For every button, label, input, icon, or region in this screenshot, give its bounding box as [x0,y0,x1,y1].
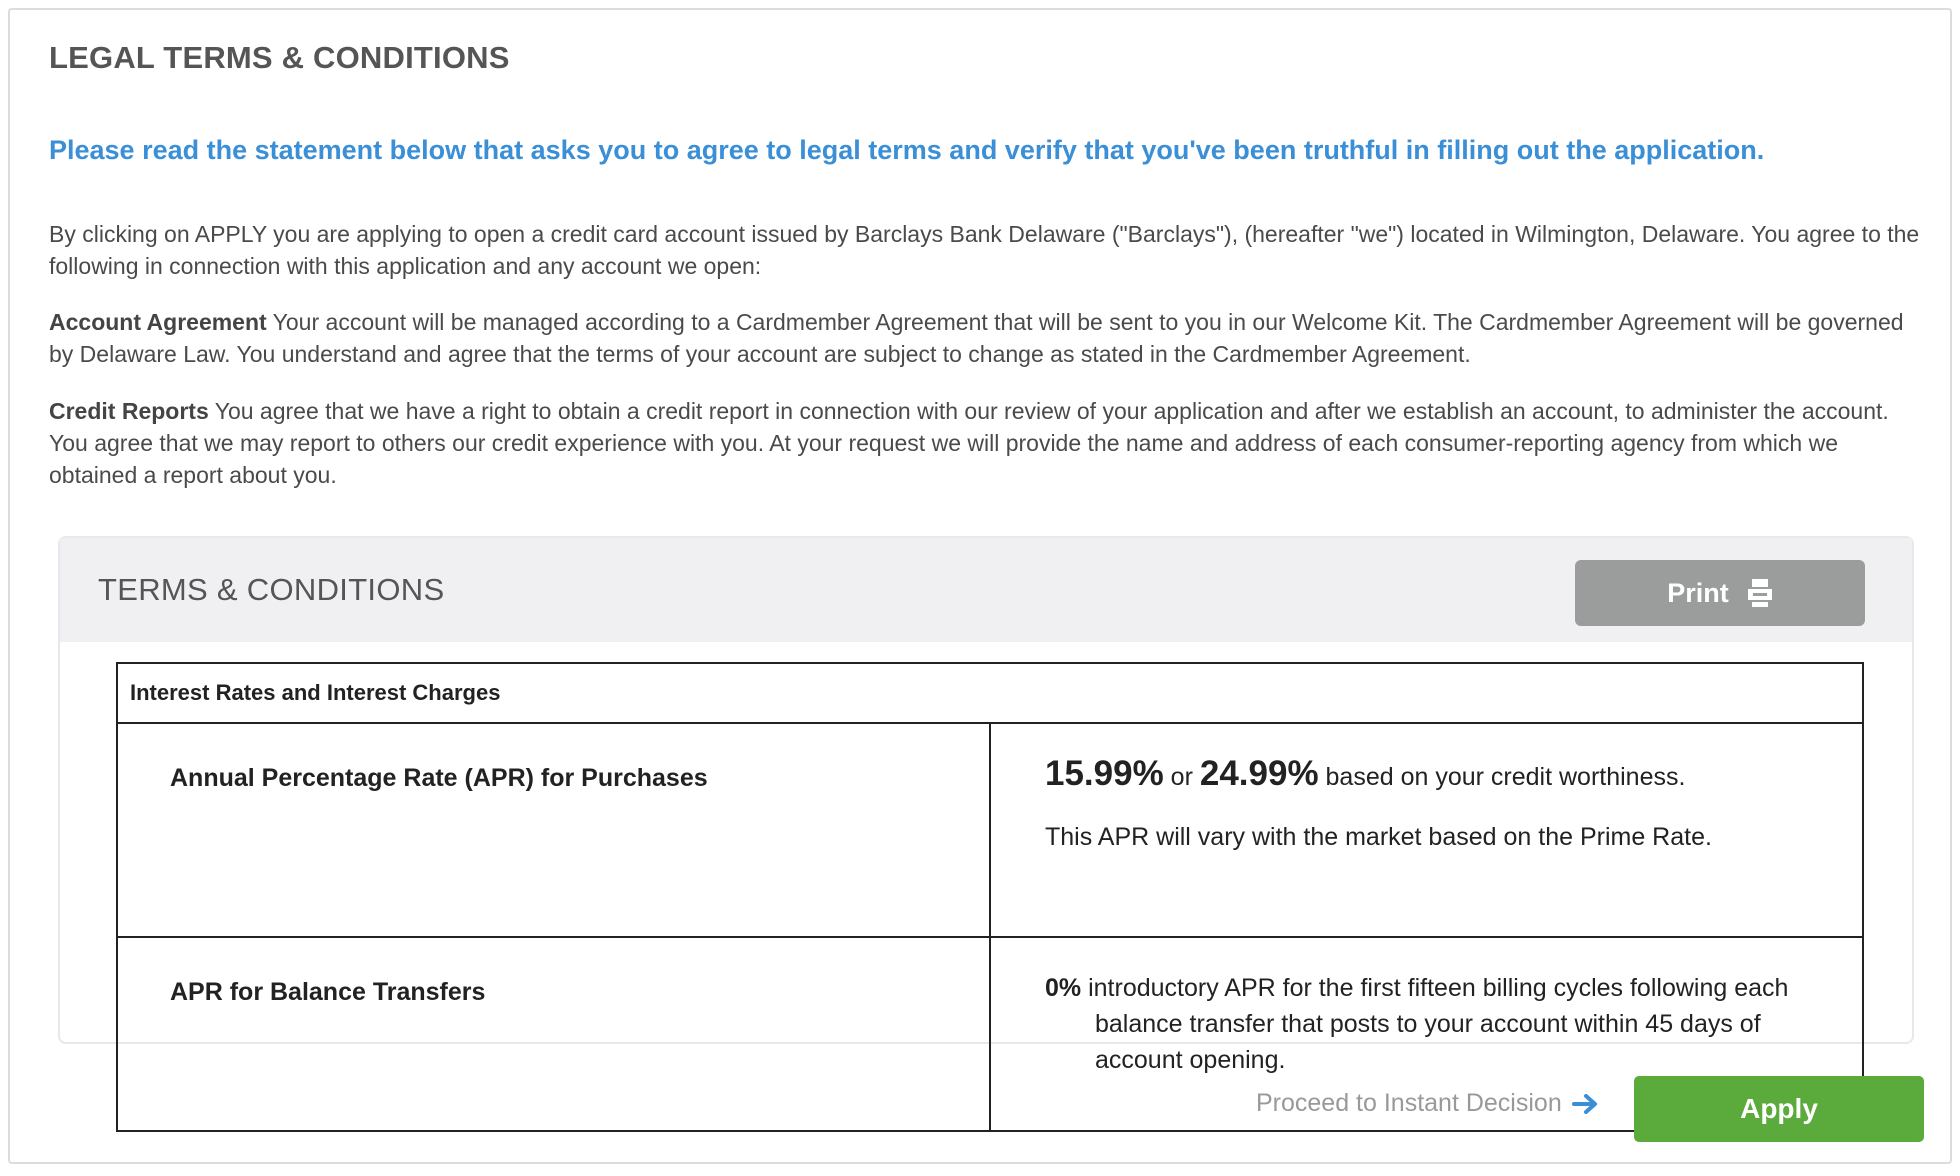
proceed-label: Proceed to Instant Decision [1256,1089,1562,1117]
proceed-to-instant-decision-link[interactable] [1256,1089,1600,1118]
arrow-right-icon [1572,1093,1600,1115]
account-agreement-heading: Account Agreement [49,309,267,335]
balance-transfer-label: APR for Balance Transfers [117,937,990,1131]
balance-transfer-text: introductory APR for the first fifteen billing cycles following each balance transfer that posts to your account within 45 days of account opening. [1081,974,1789,1074]
terms-conditions-box[interactable] [58,536,1914,1074]
apply-statement: By clicking on APPLY you are applying to open a credit card account issued by Barclays Bank Delaware ("Barclays"), (hereafter "we") located in Wilmington, Delaware. You agree to the following in connection with this application and any account we open: [49,221,1920,279]
interest-rates-table [116,662,1864,1132]
apply-button[interactable]: Apply [1634,1076,1924,1142]
account-agreement-text: Your account will be managed according to a Cardmember Agreement that will be sent to you in our Welcome Kit. The Cardmember Agreement will be governed by Delaware Law. You understand and agree that the terms of your account are subject to change as stated in the Cardmember Agreement. [49,309,1904,367]
print-label: Print [1667,577,1729,608]
legal-terms-panel [8,8,1952,1164]
purchase-apr-note: This APR will vary with the market based on the Prime Rate. [1045,823,1712,851]
purchase-apr-value [990,723,1863,937]
balance-transfer-rate: 0% [1045,974,1082,1002]
purchase-apr-suffix: based on your credit worthiness. [1318,763,1686,791]
terms-title: TERMS & CONDITIONS [98,572,445,607]
credit-reports-heading: Credit Reports [49,398,209,424]
purchase-apr-low: 15.99% [1045,754,1164,793]
intro-instruction: Please read the statement below that asks you to agree to legal terms and verify that you've been truthful in filling out the application. [49,135,1765,165]
page-title: LEGAL TERMS & CONDITIONS [49,40,510,75]
purchase-apr-or: or [1170,763,1193,791]
printer-icon [1747,578,1773,608]
table-caption: Interest Rates and Interest Charges [117,663,1863,723]
purchase-apr-high: 24.99% [1199,754,1319,793]
credit-reports-text: You agree that we have a right to obtain a credit report in connection with our review of your application and after we establish an account, to administer the account. You agree that we may report to others our credit experience with you. At your request we will provide the name and address of each consumer-reporting agency from which we obtained a report about you. [49,398,1889,488]
print-button[interactable] [1575,560,1865,626]
table-row [117,937,1863,1131]
table-row [117,723,1863,937]
terms-header [60,538,1912,642]
credit-reports-paragraph [49,395,1929,491]
account-agreement-paragraph [49,306,1929,370]
purchase-apr-label: Annual Percentage Rate (APR) for Purchases [117,723,990,937]
